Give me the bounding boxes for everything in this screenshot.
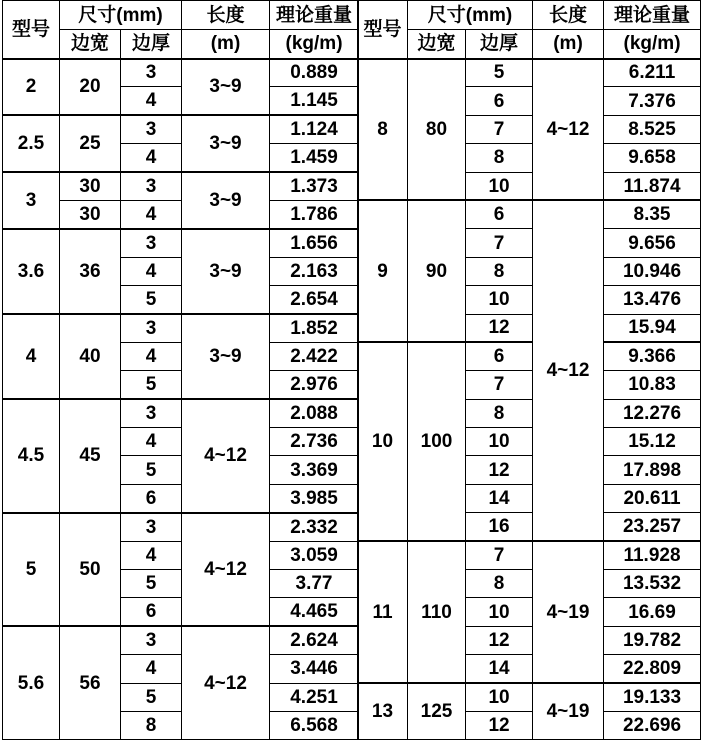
- thickness-cell: 7: [466, 229, 533, 257]
- model-cell: 8: [358, 59, 408, 201]
- thickness-cell: 10: [466, 683, 533, 711]
- angle-steel-table-right: [357, 0, 701, 740]
- thickness-cell: 4: [121, 428, 182, 456]
- width-cell: 110: [408, 541, 466, 683]
- weight-cell: 4.465: [270, 598, 359, 626]
- weight-cell: 10.946: [604, 257, 701, 285]
- length-cell: 4~19: [533, 541, 604, 683]
- length-cell: 3~9: [182, 314, 270, 399]
- thickness-cell: 5: [121, 456, 182, 484]
- thickness-cell: 12: [466, 456, 533, 484]
- length-cell: 4~12: [533, 200, 604, 541]
- thickness-cell: 12: [466, 626, 533, 654]
- thickness-cell: 5: [121, 286, 182, 314]
- weight-unit: (kg/m): [604, 30, 701, 59]
- thickness-cell: 6: [466, 342, 533, 370]
- width-header: 边宽: [408, 30, 466, 59]
- thickness-cell: 5: [121, 570, 182, 598]
- length-header: 长度: [533, 1, 604, 30]
- table-row: [3, 115, 359, 143]
- weight-cell: 6.211: [604, 59, 701, 87]
- length-cell: 4~12: [182, 513, 270, 627]
- width-cell: 20: [60, 59, 121, 116]
- weight-cell: 23.257: [604, 513, 701, 541]
- model-cell: 4: [3, 314, 60, 399]
- width-header: 边宽: [60, 30, 121, 59]
- thickness-cell: 7: [466, 541, 533, 569]
- length-cell: 3~9: [182, 172, 270, 229]
- weight-cell: 3.985: [270, 484, 359, 512]
- width-cell: 56: [60, 626, 121, 740]
- weight-cell: 9.656: [604, 229, 701, 257]
- thickness-cell: 8: [466, 257, 533, 285]
- thickness-cell: 6: [466, 200, 533, 228]
- weight-cell: 1.459: [270, 144, 359, 172]
- weight-cell: 10.83: [604, 371, 701, 399]
- weight-cell: 22.696: [604, 711, 701, 739]
- table-row: [358, 200, 701, 228]
- thickness-cell: 4: [121, 655, 182, 683]
- weight-cell: 19.782: [604, 626, 701, 654]
- weight-cell: 13.532: [604, 570, 701, 598]
- thickness-cell: 8: [466, 399, 533, 427]
- weight-cell: 9.658: [604, 144, 701, 172]
- weight-cell: 1.373: [270, 172, 359, 200]
- table-row: [3, 229, 359, 257]
- thickness-cell: 14: [466, 484, 533, 512]
- thickness-cell: 3: [121, 172, 182, 200]
- model-cell: 5: [3, 513, 60, 627]
- width-cell: 30: [60, 200, 121, 228]
- weight-cell: 2.088: [270, 399, 359, 427]
- weight-cell: 1.852: [270, 314, 359, 342]
- model-cell: 4.5: [3, 399, 60, 513]
- weight-cell: 2.976: [270, 371, 359, 399]
- thickness-cell: 3: [121, 513, 182, 541]
- weight-cell: 15.94: [604, 314, 701, 342]
- table-row: [358, 541, 701, 569]
- size-header: 尺寸(mm): [60, 1, 182, 30]
- thickness-cell: 4: [121, 342, 182, 370]
- thickness-cell: 4: [121, 541, 182, 569]
- weight-cell: 3.446: [270, 655, 359, 683]
- length-cell: 4~19: [533, 683, 604, 740]
- weight-unit: (kg/m): [270, 30, 359, 59]
- thickness-cell: 3: [121, 115, 182, 143]
- weight-cell: 2.332: [270, 513, 359, 541]
- thickness-cell: 12: [466, 711, 533, 739]
- header-row: [3, 1, 359, 30]
- type-header: 型号: [3, 1, 60, 59]
- weight-cell: 2.422: [270, 342, 359, 370]
- thickness-cell: 3: [121, 229, 182, 257]
- thickness-cell: 3: [121, 59, 182, 87]
- model-cell: 5.6: [3, 626, 60, 740]
- weight-cell: 2.163: [270, 257, 359, 285]
- length-unit: (m): [533, 30, 604, 59]
- thickness-cell: 7: [466, 371, 533, 399]
- weight-cell: 3.369: [270, 456, 359, 484]
- thickness-cell: 4: [121, 257, 182, 285]
- thickness-cell: 4: [121, 200, 182, 228]
- length-cell: 4~12: [182, 399, 270, 513]
- thickness-cell: 10: [466, 172, 533, 200]
- weight-cell: 8.35: [604, 200, 701, 228]
- thickness-cell: 4: [121, 144, 182, 172]
- weight-cell: 2.624: [270, 626, 359, 654]
- width-cell: 36: [60, 229, 121, 314]
- weight-cell: 13.476: [604, 286, 701, 314]
- model-cell: 10: [358, 342, 408, 541]
- size-header: 尺寸(mm): [408, 1, 533, 30]
- width-cell: 100: [408, 342, 466, 541]
- header-row: [358, 30, 701, 59]
- weight-header: 理论重量: [270, 1, 359, 30]
- length-cell: 4~12: [533, 59, 604, 201]
- length-cell: 3~9: [182, 59, 270, 116]
- table-row: [3, 59, 359, 87]
- thickness-header: 边厚: [121, 30, 182, 59]
- thickness-cell: 5: [121, 683, 182, 711]
- weight-cell: 11.928: [604, 541, 701, 569]
- length-cell: 3~9: [182, 229, 270, 314]
- width-cell: 25: [60, 115, 121, 172]
- weight-cell: 12.276: [604, 399, 701, 427]
- weight-cell: 19.133: [604, 683, 701, 711]
- length-unit: (m): [182, 30, 270, 59]
- weight-cell: 9.366: [604, 342, 701, 370]
- weight-cell: 8.525: [604, 115, 701, 143]
- weight-cell: 1.656: [270, 229, 359, 257]
- thickness-cell: 3: [121, 399, 182, 427]
- thickness-cell: 5: [121, 371, 182, 399]
- table-row: [3, 399, 359, 427]
- thickness-cell: 10: [466, 598, 533, 626]
- weight-cell: 11.874: [604, 172, 701, 200]
- weight-cell: 4.251: [270, 683, 359, 711]
- length-header: 长度: [182, 1, 270, 30]
- table-row: [358, 342, 701, 370]
- table-row: [3, 314, 359, 342]
- thickness-cell: 3: [121, 314, 182, 342]
- thickness-cell: 10: [466, 286, 533, 314]
- model-cell: 9: [358, 200, 408, 342]
- thickness-cell: 6: [466, 87, 533, 115]
- weight-cell: 2.654: [270, 286, 359, 314]
- table-row: [3, 513, 359, 541]
- thickness-cell: 10: [466, 428, 533, 456]
- weight-cell: 17.898: [604, 456, 701, 484]
- width-cell: 80: [408, 59, 466, 201]
- thickness-cell: 16: [466, 513, 533, 541]
- model-cell: 2: [3, 59, 60, 116]
- model-cell: 2.5: [3, 115, 60, 172]
- table-row: [3, 172, 359, 200]
- table-row: [358, 59, 701, 87]
- thickness-cell: 4: [121, 87, 182, 115]
- weight-cell: 3.059: [270, 541, 359, 569]
- thickness-cell: 7: [466, 115, 533, 143]
- weight-cell: 15.12: [604, 428, 701, 456]
- weight-cell: 2.736: [270, 428, 359, 456]
- thickness-header: 边厚: [466, 30, 533, 59]
- width-cell: 45: [60, 399, 121, 513]
- angle-steel-table-left: [2, 0, 359, 740]
- weight-cell: 3.77: [270, 570, 359, 598]
- header-row: [358, 1, 701, 30]
- table-row: [3, 626, 359, 654]
- width-cell: 40: [60, 314, 121, 399]
- weight-cell: 1.786: [270, 200, 359, 228]
- thickness-cell: 8: [121, 711, 182, 739]
- length-cell: 3~9: [182, 115, 270, 172]
- thickness-cell: 3: [121, 626, 182, 654]
- thickness-cell: 12: [466, 314, 533, 342]
- thickness-cell: 8: [466, 570, 533, 598]
- table-row: [358, 683, 701, 711]
- model-cell: 3: [3, 172, 60, 229]
- model-cell: 3.6: [3, 229, 60, 314]
- length-cell: 4~12: [182, 626, 270, 740]
- thickness-cell: 6: [121, 484, 182, 512]
- thickness-cell: 5: [466, 59, 533, 87]
- model-cell: 13: [358, 683, 408, 740]
- width-cell: 30: [60, 172, 121, 200]
- model-cell: 11: [358, 541, 408, 683]
- thickness-cell: 8: [466, 144, 533, 172]
- weight-cell: 1.145: [270, 87, 359, 115]
- type-header: 型号: [358, 1, 408, 59]
- width-cell: 125: [408, 683, 466, 740]
- width-cell: 90: [408, 200, 466, 342]
- weight-cell: 0.889: [270, 59, 359, 87]
- weight-cell: 20.611: [604, 484, 701, 512]
- thickness-cell: 14: [466, 655, 533, 683]
- weight-header: 理论重量: [604, 1, 701, 30]
- weight-cell: 7.376: [604, 87, 701, 115]
- weight-cell: 16.69: [604, 598, 701, 626]
- weight-cell: 22.809: [604, 655, 701, 683]
- width-cell: 50: [60, 513, 121, 627]
- weight-cell: 6.568: [270, 711, 359, 739]
- thickness-cell: 6: [121, 598, 182, 626]
- weight-cell: 1.124: [270, 115, 359, 143]
